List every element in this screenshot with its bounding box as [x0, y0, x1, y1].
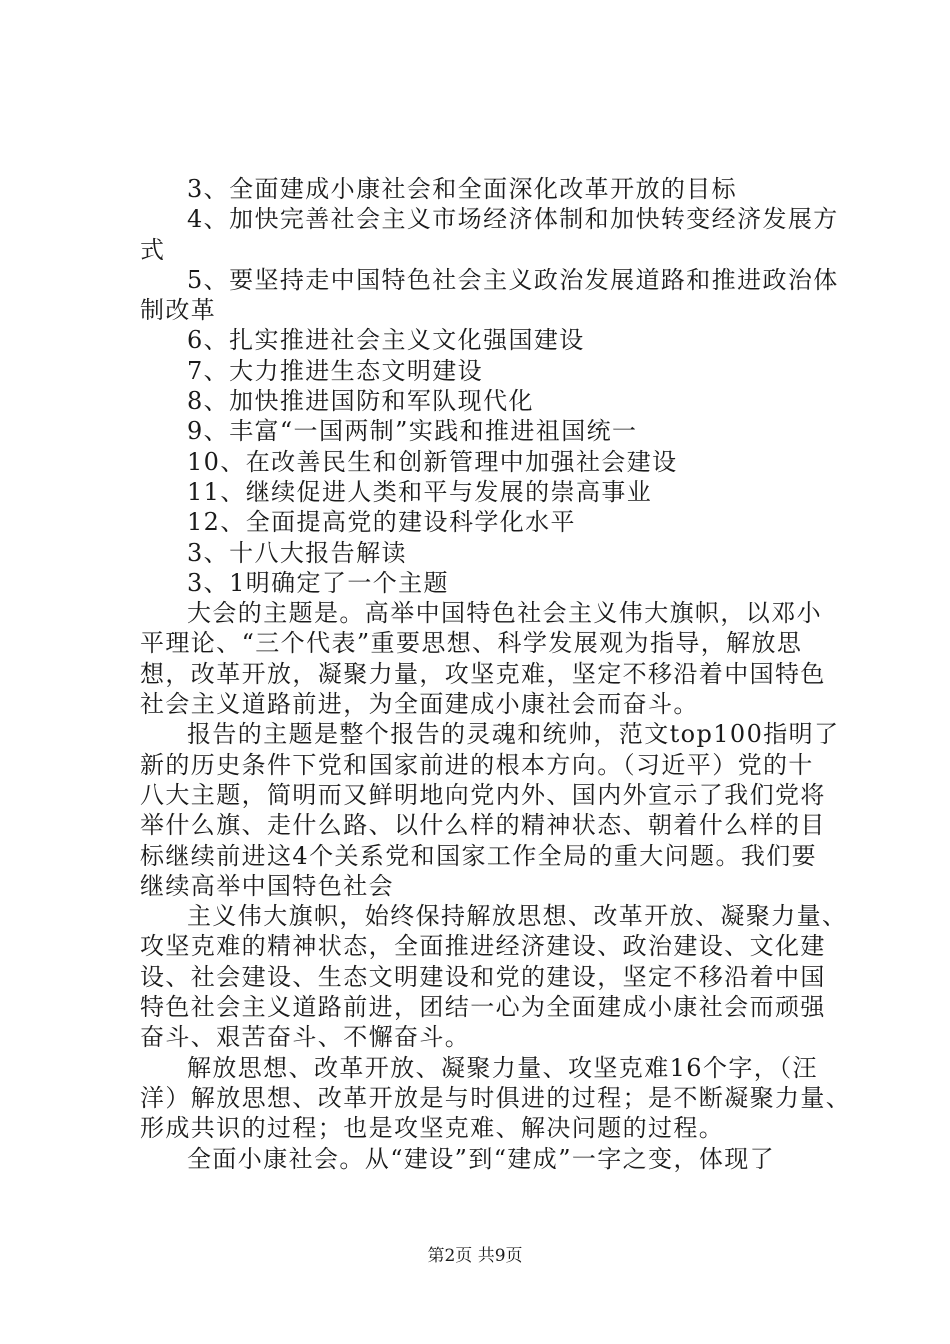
- document-body: [140, 174, 852, 1174]
- text-line: 12、全面提高党的建设科学化水平: [187, 508, 576, 537]
- text-line: 10、在改善民生和创新管理中加强社会建设: [187, 447, 678, 476]
- text-line: 社会主义道路前进，为全面建成小康社会而奋斗。: [140, 690, 699, 719]
- text-line: 解放思想、改革开放、凝聚力量、攻坚克难16个字，（汪: [187, 1053, 818, 1082]
- text-line: 八大主题，简明而又鲜明地向党内外、国内外宣示了我们党将: [140, 780, 826, 809]
- text-line: 继续高举中国特色社会: [140, 871, 394, 900]
- page-footer: [0, 1241, 950, 1266]
- text-line: 11、继续促进人类和平与发展的崇高事业: [187, 477, 653, 506]
- text-line: 特色社会主义道路前进，团结一心为全面建成小康社会而顽强: [140, 993, 826, 1022]
- text-line: 4、加快完善社会主义市场经济体制和加快转变经济发展方: [187, 205, 839, 234]
- text-line: 洋）解放思想、改革开放是与时俱进的过程；是不断凝聚力量、: [140, 1083, 852, 1112]
- text-line: 5、要坚持走中国特色社会主义政治发展道路和推进政治体: [187, 265, 839, 294]
- text-line: 大会的主题是。高举中国特色社会主义伟大旗帜，以邓小: [187, 599, 822, 628]
- text-line: 举什么旗、走什么路、以什么样的精神状态、朝着什么样的目: [140, 811, 826, 840]
- text-line: 想，改革开放，凝聚力量，攻坚克难，坚定不移沿着中国特色: [140, 659, 826, 688]
- text-line: 新的历史条件下党和国家前进的根本方向。（习近平）党的十: [140, 750, 814, 779]
- text-line: 制改革: [140, 296, 217, 325]
- text-line: 3、1明确定了一个主题: [187, 568, 449, 597]
- text-line: 标继续前进这4个关系党和国家工作全局的重大问题。我们要: [140, 841, 818, 870]
- text-line: 形成共识的过程；也是攻坚克难、解决问题的过程。: [140, 1114, 725, 1143]
- text-line: 奋斗、艰苦奋斗、不懈奋斗。: [140, 1023, 471, 1052]
- text-line: 主义伟大旗帜，始终保持解放思想、改革开放、凝聚力量、: [187, 902, 848, 931]
- text-line: 报告的主题是整个报告的灵魂和统帅，范文top100指明了: [187, 720, 840, 749]
- text-line: 7、大力推进生态文明建设: [187, 356, 484, 385]
- text-line: 8、加快推进国防和军队现代化: [187, 387, 534, 416]
- text-line: 攻坚克难的精神状态，全面推进经济建设、政治建设、文化建: [140, 932, 826, 961]
- page-number: 第2页 共9页: [427, 1246, 523, 1266]
- text-line: 设、社会建设、生态文明建设和党的建设，坚定不移沿着中国: [140, 962, 826, 991]
- text-line: 全面小康社会。从“建设”到“建成”一字之变，体现了: [187, 1144, 776, 1173]
- text-line: 式: [140, 235, 166, 264]
- text-line: 3、全面建成小康社会和全面深化改革开放的目标: [187, 175, 738, 203]
- text-line: 9、丰富“一国两制”实践和推进祖国统一: [187, 417, 638, 446]
- text-line: 3、十八大报告解读: [187, 538, 407, 567]
- text-line: 平理论、“三个代表”重要思想、科学发展观为指导，解放思: [140, 629, 803, 658]
- text-line: 6、扎实推进社会主义文化强国建设: [187, 326, 585, 355]
